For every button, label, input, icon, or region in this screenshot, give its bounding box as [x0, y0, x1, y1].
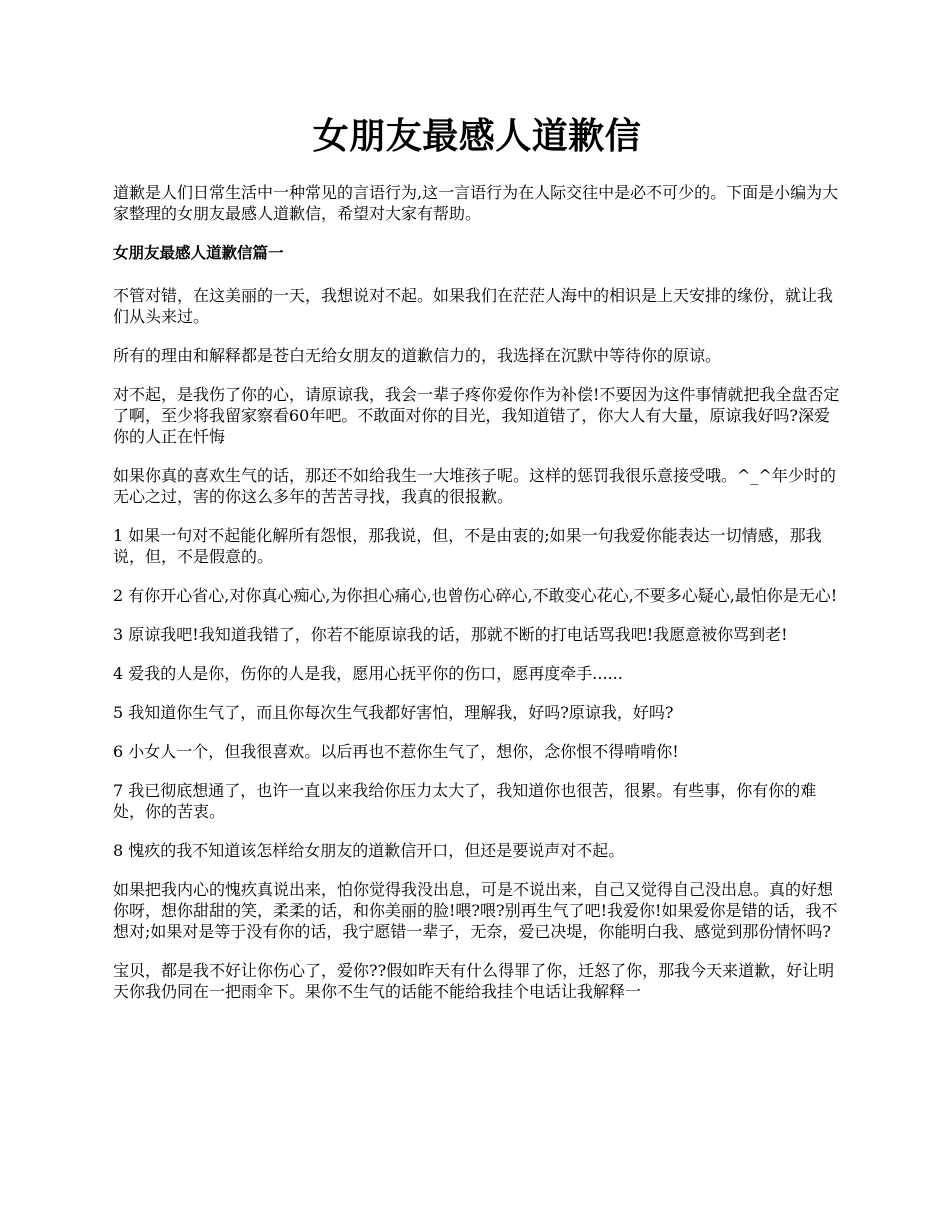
numbered-paragraph: 6 小女人一个，但我很喜欢。以后再也不惹你生气了，想你，念你恨不得啃啃你! — [113, 742, 679, 761]
numbered-paragraph: 3 原谅我吧!我知道我错了，你若不能原谅我的话，那就不断的打电话骂我吧!我愿意被你骂到老! — [113, 625, 788, 644]
numbered-paragraph: 2 有你开心省心,对你真心痴心,为你担心痛心,也曾伤心碎心,不敢变心花心,不要多心疑心,最怕你是无心! — [113, 586, 838, 605]
numbered-paragraph: 5 我知道你生气了，而且你每次生气我都好害怕，理解我，好吗?原谅我，好吗? — [113, 703, 674, 722]
numbered-paragraph: 8 愧疚的我不知道该怎样给女朋友的道歉信开口，但还是要说声对不起。 — [113, 841, 625, 860]
body-paragraph: 所有的理由和解释都是苍白无给女朋友的道歉信力的，我选择在沉默中等待你的原谅。 — [113, 346, 722, 365]
body-paragraph: 如果你真的喜欢生气的话，那还不如给我生一大堆孩子呢。这样的惩罚我很乐意接受哦。^_^年少时的无心之过，害的你这么多年的苦苦寻找，我真的很报歉。 — [113, 466, 836, 506]
intro-paragraph: 道歉是人们日常生活中一种常见的言语行为,这一言语行为在人际交往中是必不可少的。下面是小编为大家整理的女朋友最感人道歉信，希望对大家有帮助。 — [113, 183, 839, 223]
numbered-paragraph: 1 如果一句对不起能化解所有怨恨，那我说，但，不是由衷的;如果一句我爱你能表达一切情感，那我说，但，不是假意的。 — [113, 526, 822, 566]
body-paragraph: 如果把我内心的愧疚真说出来，怕你觉得我没出息，可是不说出来，自己又觉得自己没出息。真的好想你呀，想你甜甜的笑，柔柔的话，和你美丽的脸!喂?喂?别再生气了吧!我爱你!如果爱你是错的话，我不想对;如果对是等于没有你的话，我宁愿错一辈子，无奈，爱已决堤，你能明白我、感觉到那份情怀吗? — [113, 880, 838, 941]
numbered-paragraph: 4 爱我的人是你，伤你的人是我，愿用心抚平你的伤口，愿再度牵手...... — [113, 664, 623, 683]
body-paragraph: 对不起，是我伤了你的心，请原谅我，我会一辈子疼你爱你作为补偿!不要因为这件事情就把我全盘否定了啊，至少将我留家察看60年吧。不敢面对你的目光，我知道错了，你大人有大量，原谅我好吗?深爱你的人正在忏悔 — [113, 385, 840, 446]
numbered-paragraph: 7 我已彻底想通了，也许一直以来我给你压力太大了，我知道你也很苦，很累。有些事，你有你的难处，你的苦衷。 — [113, 781, 817, 821]
body-paragraph: 不管对错，在这美丽的一天，我想说对不起。如果我们在茫茫人海中的相识是上天安排的缘份，就让我们从头来过。 — [113, 286, 834, 326]
document-title: 女朋友最感人道歉信 — [312, 115, 642, 157]
body-paragraph: 宝贝，都是我不好让你伤心了，爱你??假如昨天有什么得罪了你，迁怒了你，那我今天来道歉，好让明天你我仍同在一把雨伞下。果你不生气的话能不能给我挂个电话让我解释一 — [113, 961, 835, 1001]
document-page — [113, 112, 841, 1020]
section-heading: 女朋友最感人道歉信篇一 — [113, 243, 284, 262]
